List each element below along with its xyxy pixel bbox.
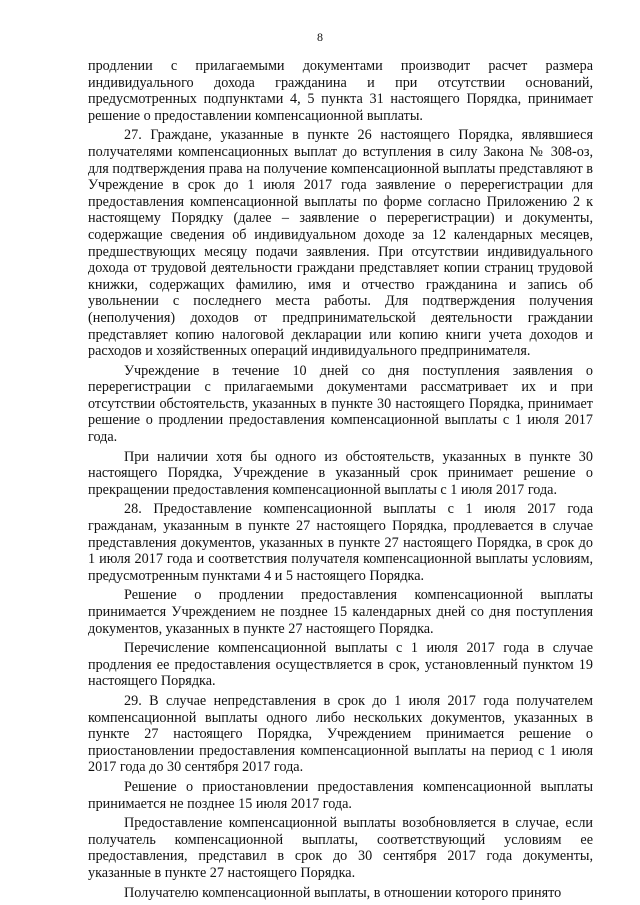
- paragraph: При наличии хотя бы одного из обстоятельств, указанных в пункте 30 настоящего Порядка, Учреждение в указанный срок принимает решение о прекращении предоставления компенсационной выплаты с 1 июля 2017 года.: [88, 448, 593, 498]
- paragraph: Перечисление компенсационной выплаты с 1 июля 2017 года в случае продления ее предоставления осуществляется в срок, установленный пунктом 19 настоящего Порядка.: [88, 640, 593, 690]
- paragraph-clause-28: 28. Предоставление компенсационной выплаты с 1 июля 2017 года гражданам, указанным в пункте 27 настоящего Порядка, продлевается в случае представления документов, указанных в пункте 27 настоящего Порядка, в срок до 1 июля 2017 года и соответствия получателя компенсационной выплаты условиям, предусмотренным пунктами 4 и 5 настоящего Порядка.: [88, 501, 593, 584]
- paragraph: Предоставление компенсационной выплаты возобновляется в случае, если получатель компенсационной выплаты, соответствующий условиям ее предоставления, представил в срок до 30 сентября 2017 года документы, указанные в пункте 27 настоящего Порядка.: [88, 815, 593, 881]
- page-number: 8: [317, 30, 323, 44]
- paragraph-continuation: продлении с прилагаемыми документами производит расчет размера индивидуального дохода гражданина и при отсутствии оснований, предусмотренных подпунктами 4, 5 пункта 31 настоящего Порядка, принимает решение о предоставлении компенсационной выплаты.: [88, 58, 593, 124]
- paragraph: Решение о продлении предоставления компенсационной выплаты принимается Учреждением не позднее 15 календарных дней со дня поступления документов, указанных в пункте 27 настоящего Порядка.: [88, 587, 593, 637]
- document-body: [88, 58, 593, 904]
- paragraph: Решение о приостановлении предоставления компенсационной выплаты принимается не позднее 15 июля 2017 года.: [88, 778, 593, 812]
- paragraph-clause-27: 27. Граждане, указанные в пункте 26 настоящего Порядка, являвшиеся получателями компенсационных выплат до вступления в силу Закона № 308-оз, для подтверждения права на получение компенсационной выплаты представляют в Учреждение в срок до 1 июля 2017 года заявление о перерегистрации для предоставления компенсационной выплаты по форме согласно Приложению 2 к настоящему Порядку (далее – заявление о перерегистрации) и документы, содержащие сведения об индивидуальном доходе за 12 календарных месяцев, предшествующих месяцу подачи заявления. При отсутствии индивидуального дохода от трудовой деятельности граждани представляет копии страниц трудовой книжки, содержащих фамилию, имя и отчество гражданина и запись об увольнении с последнего места работы. Для подтверждения получения (неполучения) доходов от предпринимательской деятельности граждании представляет копию налоговой декларации или копию книги учета доходов и расходов и хозяйственных операций индивидуального предпринимателя.: [88, 127, 593, 360]
- paragraph-trailing: Получателю компенсационной выплаты, в отношении которого принято: [124, 884, 562, 901]
- paragraph: Учреждение в течение 10 дней со дня поступления заявления о перерегистрации с прилагаемыми документами рассматривает их и при отсутствии обстоятельств, указанных в пункте 30 настоящего Порядка, принимает решение о продлении предоставления компенсационной выплаты с 1 июля 2017 года.: [88, 362, 593, 446]
- paragraph-clause-29: 29. В случае непредставления в срок до 1 июля 2017 года получателем компенсационной выплаты одного либо нескольких документов, указанных в пункте 27 настоящего Порядка, Учреждением принимается решение о приостановлении предоставления компенсационной выплаты на период с 1 июля 2017 года до 30 сентября 2017 года.: [88, 692, 593, 776]
